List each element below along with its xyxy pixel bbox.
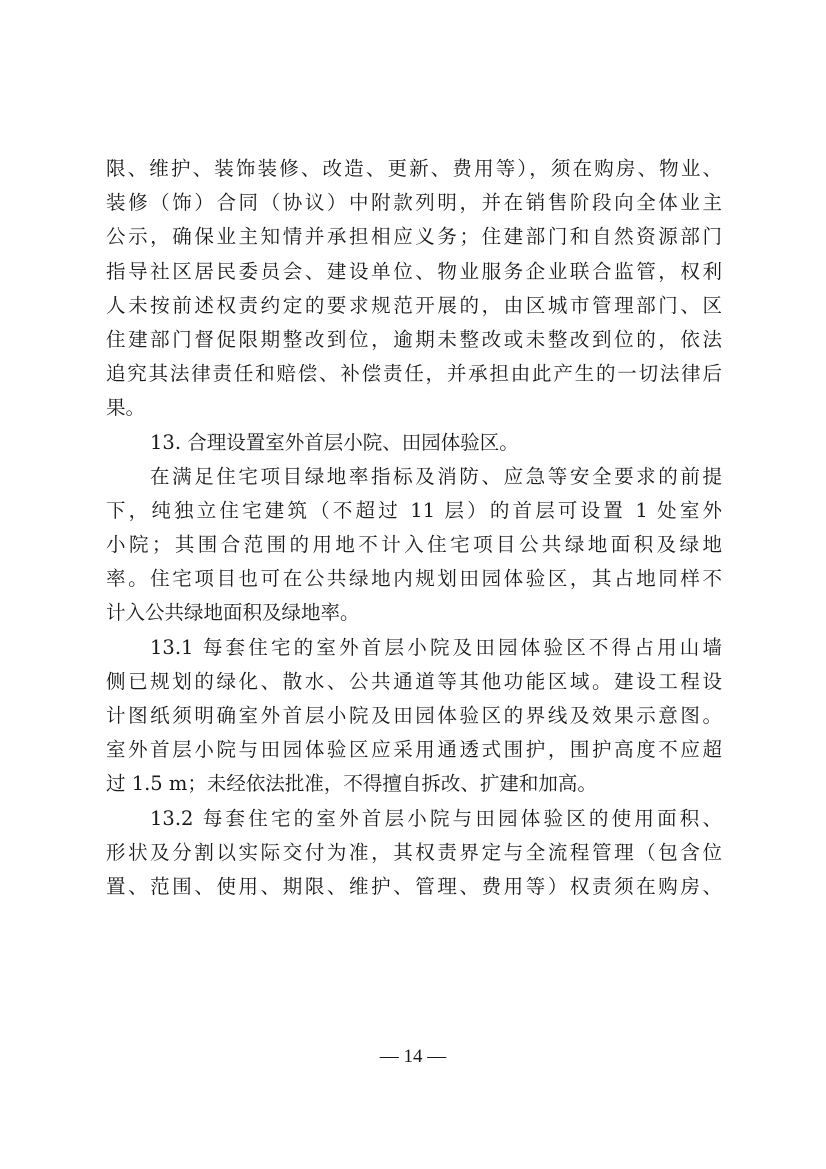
- text-line: 侧已规划的绿化、散水、公共通道等其他功能区域。建设工程设: [106, 669, 722, 693]
- section-heading: 13. 合理设置室外首层小院、田园体验区。: [150, 430, 519, 454]
- text-line: 下，纯独立住宅建筑（不超过 11 层）的首层可设置 1 处室外: [106, 498, 722, 522]
- text-line: 计入公共绿地面积及绿地率。: [106, 601, 360, 625]
- document-body: [106, 152, 722, 904]
- text-line: 13.2 每套住宅的室外首层小院与田园体验区的使用面积、: [150, 806, 722, 830]
- text-line: 人未按前述权责约定的要求规范开展的，由区城市管理部门、区: [106, 293, 722, 317]
- text-line: 室外首层小院与田园体验区应采用通透式围护，围护高度不应超: [106, 738, 722, 762]
- text-line: 住建部门督促限期整改到位，逾期未整改或未整改到位的，依法: [106, 327, 722, 351]
- text-line: 在满足住宅项目绿地率指标及消防、应急等安全要求的前提: [150, 464, 722, 488]
- text-line: 计图纸须明确室外首层小院及田园体验区的界线及效果示意图。: [106, 704, 722, 727]
- text-line: 13.1 每套住宅的室外首层小院及田园体验区不得占用山墙: [150, 635, 722, 659]
- text-line: 装修（饰）合同（协议）中附款列明，并在销售阶段向全体业主: [106, 191, 722, 215]
- text-line: 小院；其围合范围的用地不计入住宅项目公共绿地面积及绿地: [106, 533, 722, 557]
- text-line: 限、维护、装饰装修、改造、更新、费用等），须在购房、物业、: [106, 157, 722, 180]
- text-line: 率。住宅项目也可在公共绿地内规划田园体验区，其占地同样不: [106, 567, 722, 591]
- page-number: — 14 —: [379, 1046, 447, 1067]
- text-line: 指导社区居民委员会、建设单位、物业服务企业联合监管，权利: [106, 259, 722, 283]
- text-line: 过 1.5 m；未经依法批准，不得擅自拆改、扩建和加高。: [106, 772, 597, 796]
- text-line: 果。: [106, 396, 146, 420]
- text-line: 公示，确保业主知情并承担相应义务；住建部门和自然资源部门: [106, 225, 722, 249]
- text-line: 形状及分割以实际交付为准，其权责界定与全流程管理（包含位: [106, 840, 722, 864]
- text-line: 置、范围、使用、期限、维护、管理、费用等）权责须在购房、: [106, 874, 722, 898]
- text-line: 追究其法律责任和赔偿、补偿责任，并承担由此产生的一切法律后: [106, 362, 722, 386]
